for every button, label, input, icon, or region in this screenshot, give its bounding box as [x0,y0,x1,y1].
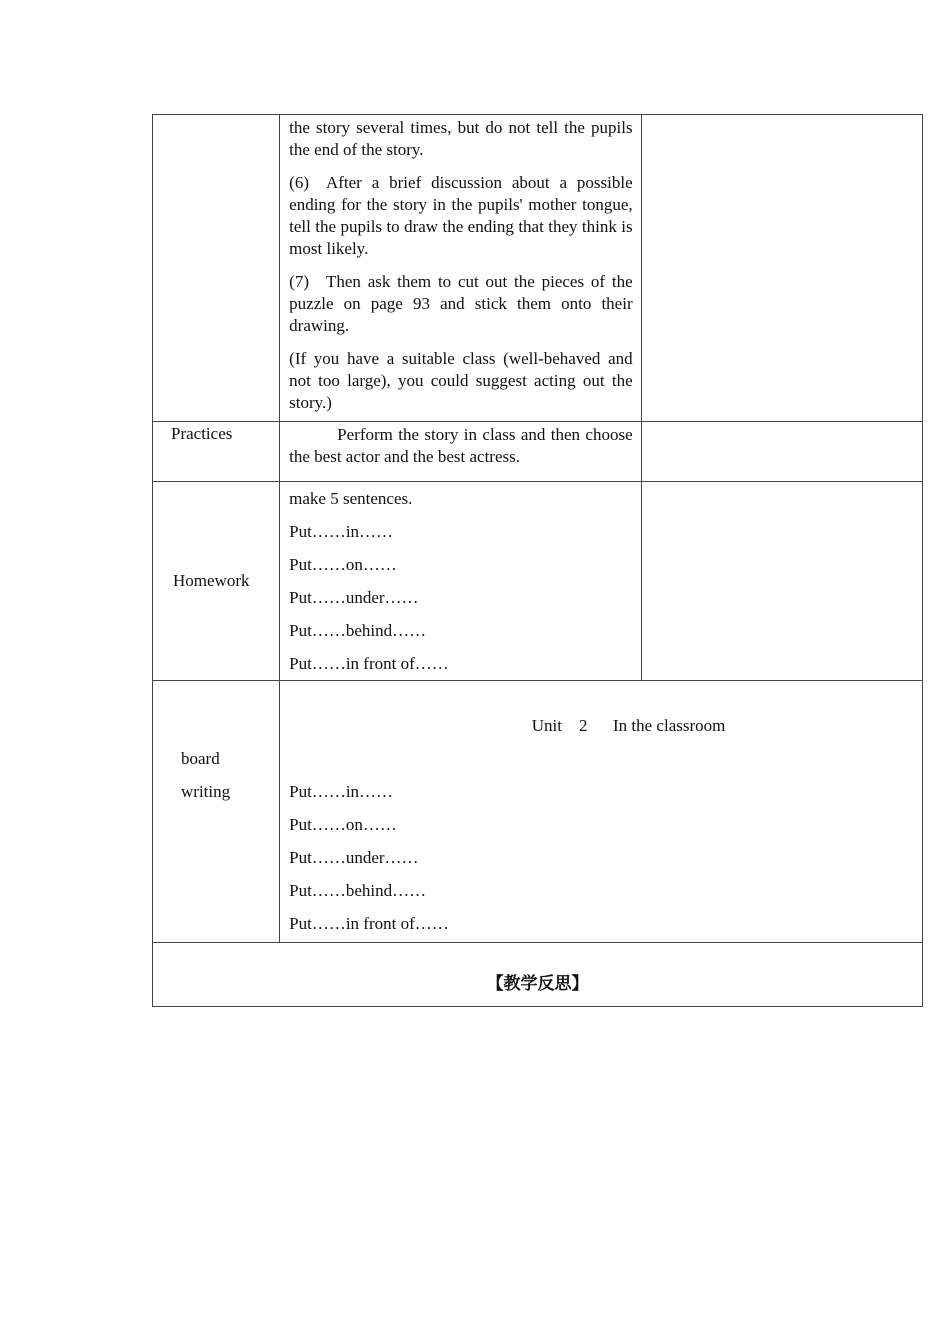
board-writing-label-cell [153,681,280,943]
story-paragraph: (If you have a suitable class (well-behaved and not too large), you could suggest acting out the story.) [289,349,633,412]
reflection-cell [153,943,923,1007]
story-content-cell [280,115,641,422]
practices-label-cell [153,422,280,482]
board-writing-line: Put……on…… [289,815,397,834]
homework-content-cell [280,482,641,681]
board-writing-line: Put……in front of…… [289,914,449,933]
lesson-plan-table [152,114,923,1007]
story-notes-cell [641,115,922,422]
reflection-row [153,943,923,1007]
board-writing-label: board [181,749,220,768]
homework-notes-cell [641,482,922,681]
practices-content-cell [280,422,641,482]
board-writing-line: Put……under…… [289,848,419,867]
practices-text: Perform the story in class and then choose the best actor and the best actress. [289,425,633,466]
board-writing-line: Put……behind…… [289,881,427,900]
story-paragraph: (7) Then ask them to cut out the pieces of the puzzle on page 93 and stick them onto their drawing. [289,272,633,335]
homework-line: Put……under…… [289,588,419,607]
practices-label: Practices [171,424,233,443]
story-paragraph: (6) After a brief discussion about a possible ending for the story in the pupils' mother tongue, tell the pupils to draw the ending that they think is most likely. [289,173,633,258]
homework-row [153,482,923,681]
practices-notes-cell [641,422,922,482]
board-writing-title: Unit 2 In the classroom [531,716,726,735]
board-writing-label: writing [181,782,231,801]
homework-line: Put……on…… [289,555,397,574]
board-writing-line: Put……in…… [289,782,394,801]
story-paragraph: the story several times, but do not tell the pupils the end of the story. [289,118,633,159]
practices-row [153,422,923,482]
homework-line: Put……in…… [289,522,394,541]
story-row [153,115,923,422]
story-label-cell [153,115,280,422]
homework-line: Put……behind…… [289,621,427,640]
homework-line: Put……in front of…… [289,654,449,673]
homework-label-cell [153,482,280,681]
board-writing-row [153,681,923,943]
reflection-title: 【教学反思】 [486,974,589,994]
homework-line: make 5 sentences. [289,489,413,508]
homework-label: Homework [173,571,250,590]
board-writing-content-cell [280,681,923,943]
